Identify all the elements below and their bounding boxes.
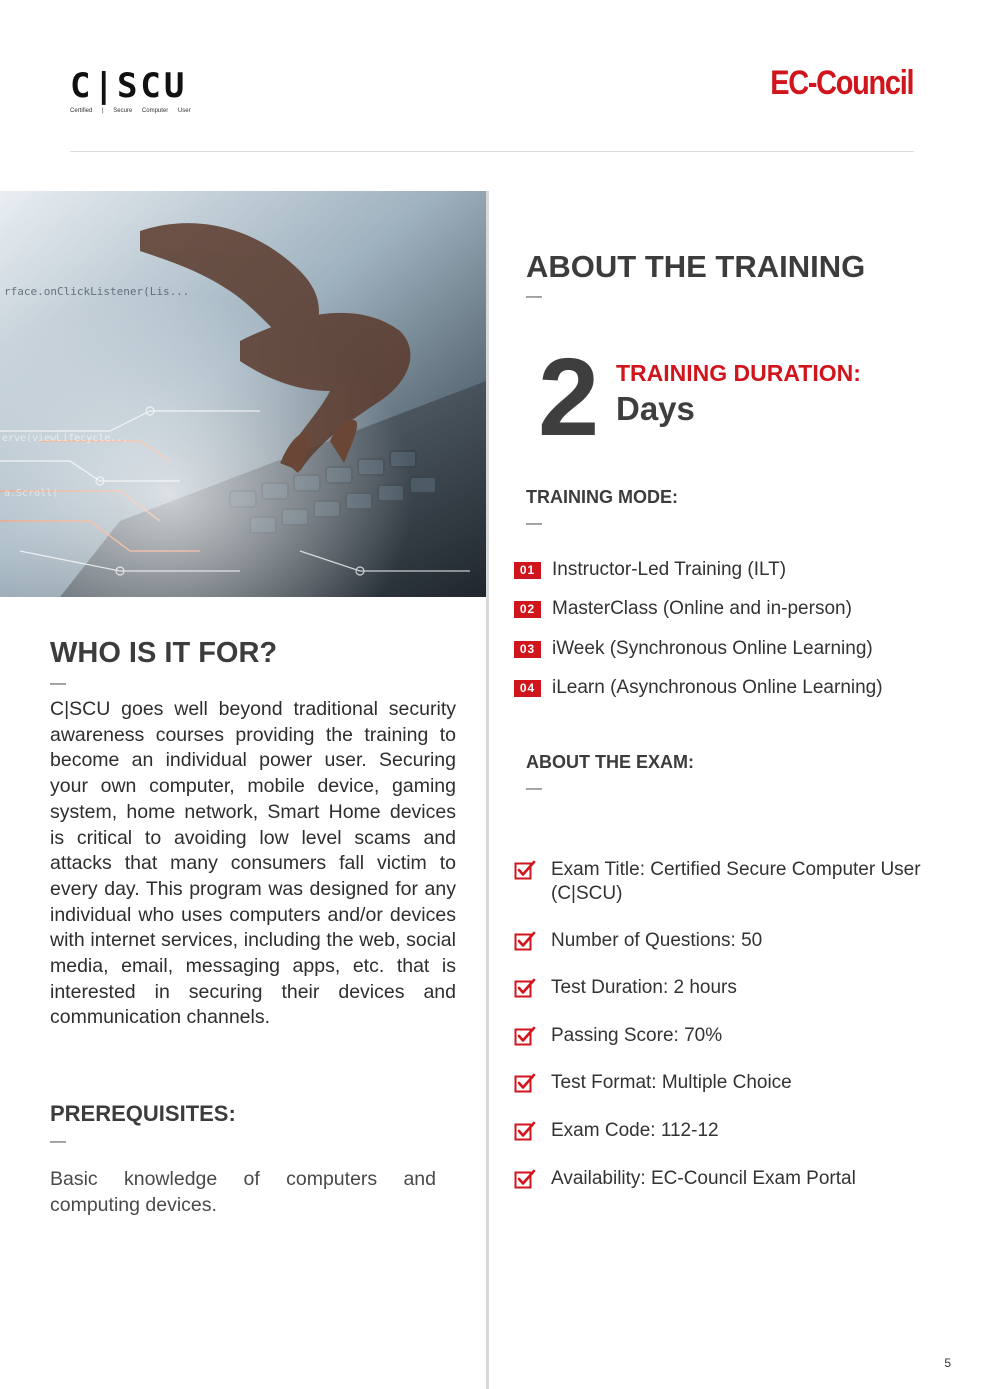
duration-label: TRAINING DURATION: xyxy=(616,360,861,386)
mode-item-text: Instructor-Led Training (ILT) xyxy=(552,559,787,580)
svg-text:a.Scroll(: a.Scroll( xyxy=(4,488,59,499)
svg-text:erve(viewLifecycle...: erve(viewLifecycle... xyxy=(2,433,129,444)
mode-dash: — xyxy=(526,515,542,532)
ec-council-brand: EC-Council xyxy=(770,64,913,102)
duration-unit: Days xyxy=(616,390,695,427)
mode-number-badge: 03 xyxy=(514,641,541,658)
exam-item xyxy=(514,1167,944,1191)
exam-item xyxy=(514,976,944,1000)
prereq-body: Basic knowledge of computers and computing devices. xyxy=(50,1168,436,1216)
who-body: C|SCU goes well beyond traditional security awareness courses providing the training to become an individual power user. Securing your own computer, mobile device, gaming system, home network, Smart Home devices is critical to avoiding low level scams and attacks that many consumers fall victim to every day. This program was designed for any individual who uses computers and/or devices with internet services, including the web, social media, email, messaging apps, etc. that is interested in securing their devices and communication channels. xyxy=(50,698,456,1029)
mode-item-text: MasterClass (Online and in-person) xyxy=(552,598,852,619)
exam-item xyxy=(514,1024,944,1048)
exam-item-text: Exam Code: 112-12 xyxy=(551,1120,719,1141)
who-title: WHO IS IT FOR? xyxy=(50,637,278,669)
mode-title: TRAINING MODE: xyxy=(526,487,678,507)
svg-text:rface.onClickListener(Lis...: rface.onClickListener(Lis... xyxy=(4,285,190,298)
mode-item xyxy=(514,637,873,661)
logo-text: C|SCU xyxy=(70,66,188,106)
exam-item xyxy=(514,858,944,906)
mode-item-text: iLearn (Asynchronous Online Learning) xyxy=(552,677,883,698)
exam-item-text: Test Format: Multiple Choice xyxy=(551,1072,792,1093)
duration-number: 2 xyxy=(538,336,596,459)
mode-item-text: iWeek (Synchronous Online Learning) xyxy=(552,638,873,659)
mode-number-badge: 04 xyxy=(514,680,541,697)
checkbox-check-icon xyxy=(514,859,536,881)
column-divider xyxy=(486,191,489,1389)
exam-title: ABOUT THE EXAM: xyxy=(526,752,694,772)
about-dash: — xyxy=(526,288,542,305)
cscu-logo xyxy=(70,66,191,122)
exam-item-text: Exam Title: Certified Secure Computer User (C|SCU) xyxy=(551,859,921,904)
mode-item xyxy=(514,558,786,582)
exam-item xyxy=(514,929,944,953)
checkbox-check-icon xyxy=(514,1025,536,1047)
about-title: ABOUT THE TRAINING xyxy=(526,249,866,284)
checkbox-check-icon xyxy=(514,1168,536,1190)
logo-subtitle: Certified | Secure Computer User xyxy=(70,108,191,114)
hero-photo-keyboard xyxy=(0,191,486,597)
exam-item-text: Passing Score: 70% xyxy=(551,1025,723,1046)
prereq-title: PREREQUISITES: xyxy=(50,1101,236,1126)
mode-number-badge: 02 xyxy=(514,601,541,618)
checkbox-check-icon xyxy=(514,1072,536,1094)
mode-item xyxy=(514,597,852,621)
prereq-dash: — xyxy=(50,1133,66,1150)
mode-number-badge: 01 xyxy=(514,562,541,579)
exam-dash: — xyxy=(526,780,542,797)
exam-item-text: Test Duration: 2 hours xyxy=(551,977,737,998)
mode-item xyxy=(514,676,883,700)
exam-item xyxy=(514,1119,944,1143)
exam-item-text: Number of Questions: 50 xyxy=(551,930,763,951)
checkbox-check-icon xyxy=(514,930,536,952)
page-number: 5 xyxy=(944,1356,951,1370)
who-dash: — xyxy=(50,675,66,692)
header-divider xyxy=(70,151,914,152)
exam-item xyxy=(514,1071,944,1095)
checkbox-check-icon xyxy=(514,1120,536,1142)
exam-item-text: Availability: EC-Council Exam Portal xyxy=(551,1168,856,1189)
checkbox-check-icon xyxy=(514,977,536,999)
